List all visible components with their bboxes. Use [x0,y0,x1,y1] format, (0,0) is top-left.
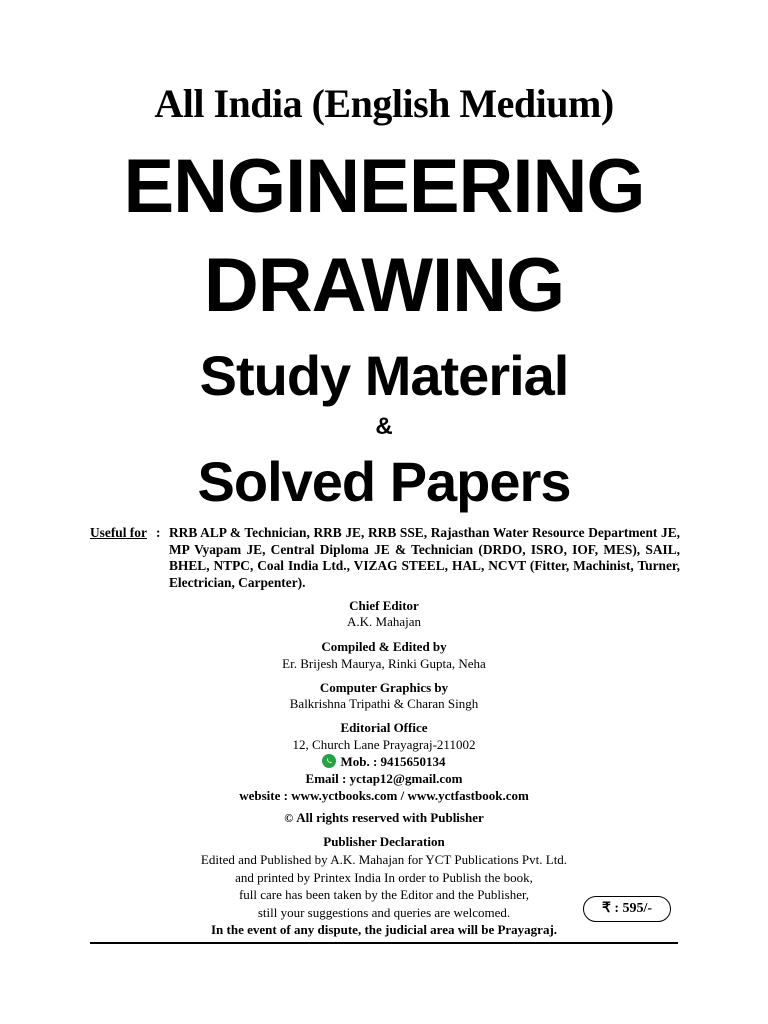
title-line-2: DRAWING [203,243,565,328]
declaration-line-5: In the event of any dispute, the judicial area will be Prayagraj. [210,922,558,938]
bottom-rule [90,942,678,944]
rights-line [0,810,768,826]
rights-text: All rights reserved with Publisher [296,810,484,825]
ampersand: & [375,413,393,440]
title-line-3: Study Material [199,344,569,407]
useful-for-text: RRB ALP & Technician, RRB JE, RRB SSE, Rajasthan Water Resource Department JE, MP Vyapam JE, Central Diploma JE & Technician (DRDO, ISRO, IOF, MES), SAIL, BHEL, NTPC, Coal India Ltd., VIZAG STEEL, HAL, NCVT (Fitter, Machinist, Turner, Electrician, Carpenter). [169,525,680,590]
price-badge: ₹ : 595/- [583,896,671,922]
subtitle: All India (English Medium) [154,81,614,126]
title-line-4: Solved Papers [197,450,571,513]
website-line: website : www.yctbooks.com / www.yctfastbook.com [239,788,529,803]
declaration-heading: Publisher Declaration [323,834,445,849]
email-line: Email : yctap12@gmail.com [305,771,463,786]
copyright-icon: © [284,811,294,825]
declaration-line-3: full care has been taken by the Editor and the Publisher, [238,887,530,903]
compiled-names: Er. Brijesh Maurya, Rinki Gupta, Neha [282,656,486,671]
useful-for-label: Useful for [90,525,147,540]
mobile-number: Mob. : 9415650134 [340,754,446,769]
graphics-names: Balkrishna Tripathi & Charan Singh [289,696,479,711]
declaration-line-4: still your suggestions and queries are welcomed. [257,904,511,920]
graphics-heading: Computer Graphics by [319,680,449,695]
useful-for-colon: : [156,525,161,540]
office-heading: Editorial Office [340,720,428,735]
declaration-line-1: Edited and Published by A.K. Mahajan for YCT Publications Pvt. Ltd. [200,852,568,867]
chief-editor-heading: Chief Editor [349,598,419,613]
mobile-line [0,754,768,770]
office-address: 12, Church Lane Prayagraj-211002 [292,737,476,752]
title-line-1: ENGINEERING [123,144,645,229]
compiled-heading: Compiled & Edited by [321,639,447,654]
declaration-line-2: and printed by Printex India In order to Publish the book, [235,869,533,885]
useful-for-block [90,525,680,591]
whatsapp-icon [322,754,336,768]
chief-editor-name: A.K. Mahajan [346,614,421,629]
